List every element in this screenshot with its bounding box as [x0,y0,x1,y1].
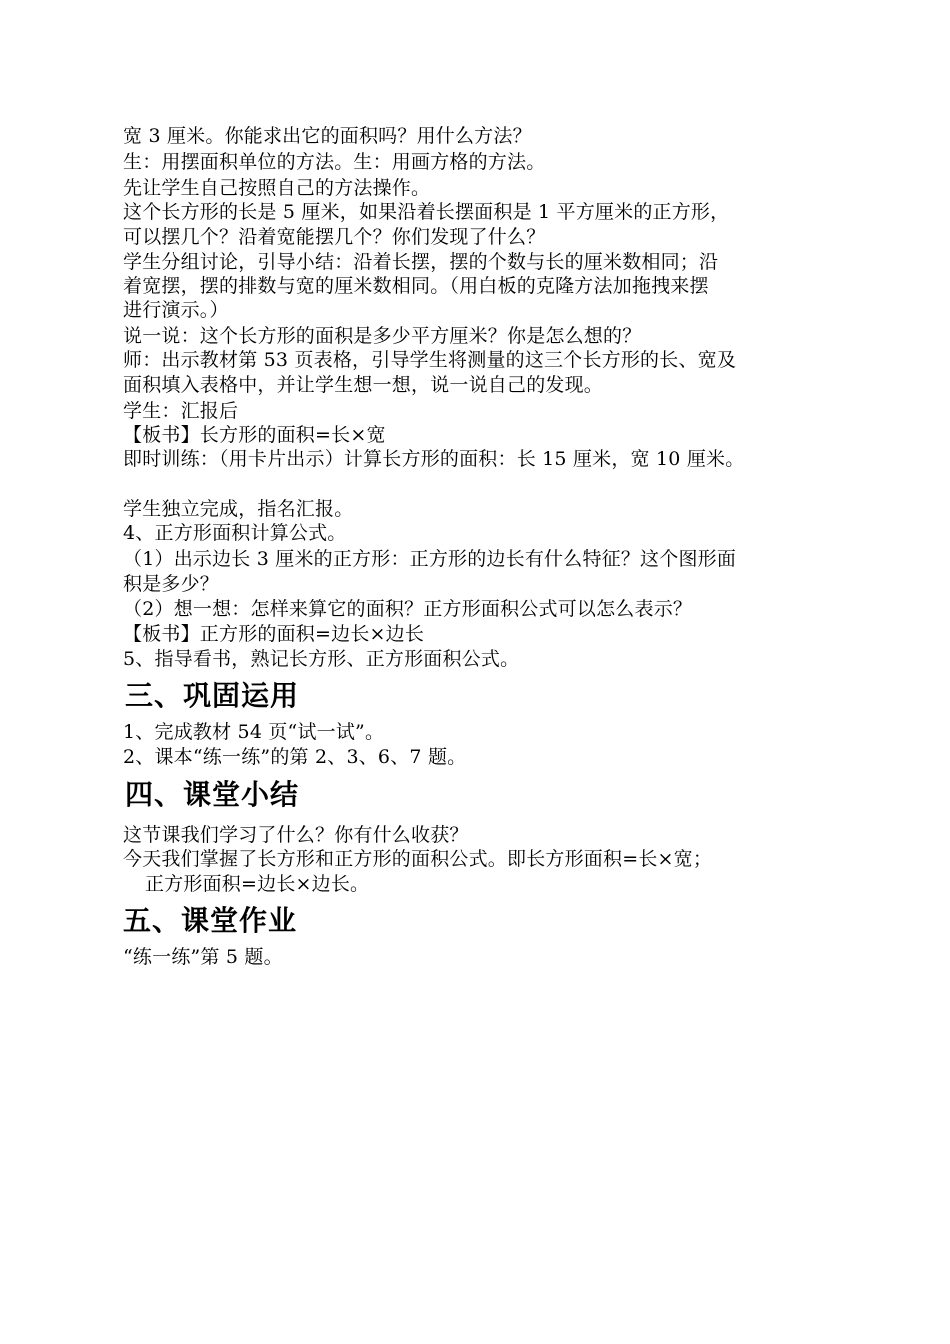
paragraph-line: 这节课我们学习了什么？你有什么收获？ [123,824,469,846]
paragraph-line: 面积填入表格中，并让学生想一想，说一说自己的发现。 [123,374,604,396]
paragraph-line: 着宽摆，摆的排数与宽的厘米数相同。（用白板的克隆方法加拖拽来摆 [123,275,709,297]
section-heading-summary: 四、课堂小结 [125,778,300,811]
paragraph-line: 即时训练：（用卡片出示）计算长方形的面积：长 15 厘米，宽 10 厘米。 [123,448,745,470]
paragraph-line: 学生独立完成，指名汇报。 [123,498,354,520]
paragraph-line: 学生分组讨论，引导小结：沿着长摆，摆的个数与长的厘米数相同；沿 [123,251,719,273]
paragraph-line: 可以摆几个？沿着宽能摆几个？你们发现了什么？ [123,226,546,248]
paragraph-line: 2、课本“练一练”的第 2、3、6、7 题。 [123,746,467,768]
paragraph-line: 正方形面积=边长×边长。 [145,873,370,895]
paragraph-line: 这个长方形的长是 5 厘米，如果沿着长摆面积是 1 平方厘米的正方形， [123,201,730,223]
paragraph-line: 宽 3 厘米。你能求出它的面积吗？用什么方法？ [123,125,532,147]
paragraph-line: 4、正方形面积计算公式。 [123,522,347,544]
paragraph-line: 今天我们掌握了长方形和正方形的面积公式。即长方形面积=长×宽； [123,848,713,870]
paragraph-line: 1、完成教材 54 页“试一试”。 [123,721,385,743]
paragraph-line: （2）想一想：怎样来算它的面积？正方形面积公式可以怎么表示？ [123,598,693,620]
paragraph-line: 5、指导看书，熟记长方形、正方形面积公式。 [123,648,520,670]
section-heading-homework: 五、课堂作业 [123,904,298,937]
paragraph-line: 生：用摆面积单位的方法。生：用画方格的方法。 [123,151,546,173]
paragraph-line: 师：出示教材第 53 页表格，引导学生将测量的这三个长方形的长、宽及 [123,349,737,371]
board-note: 【板书】长方形的面积=长×宽 [123,424,386,446]
paragraph-line: 进行演示。） [123,299,229,321]
paragraph-line: 先让学生自己按照自己的方法操作。 [123,177,431,199]
paragraph-line: 积是多少？ [123,573,220,595]
paragraph-line: （1）出示边长 3 厘米的正方形：正方形的边长有什么特征？这个图形面 [123,548,737,570]
paragraph-line: 学生：汇报后 [123,400,239,422]
paragraph-line: “练一练”第 5 题。 [123,946,283,968]
section-heading-consolidate: 三、巩固运用 [125,679,300,712]
paragraph-line: 说一说：这个长方形的面积是多少平方厘米？你是怎么想的？ [123,325,642,347]
board-note: 【板书】正方形的面积=边长×边长 [123,623,425,645]
